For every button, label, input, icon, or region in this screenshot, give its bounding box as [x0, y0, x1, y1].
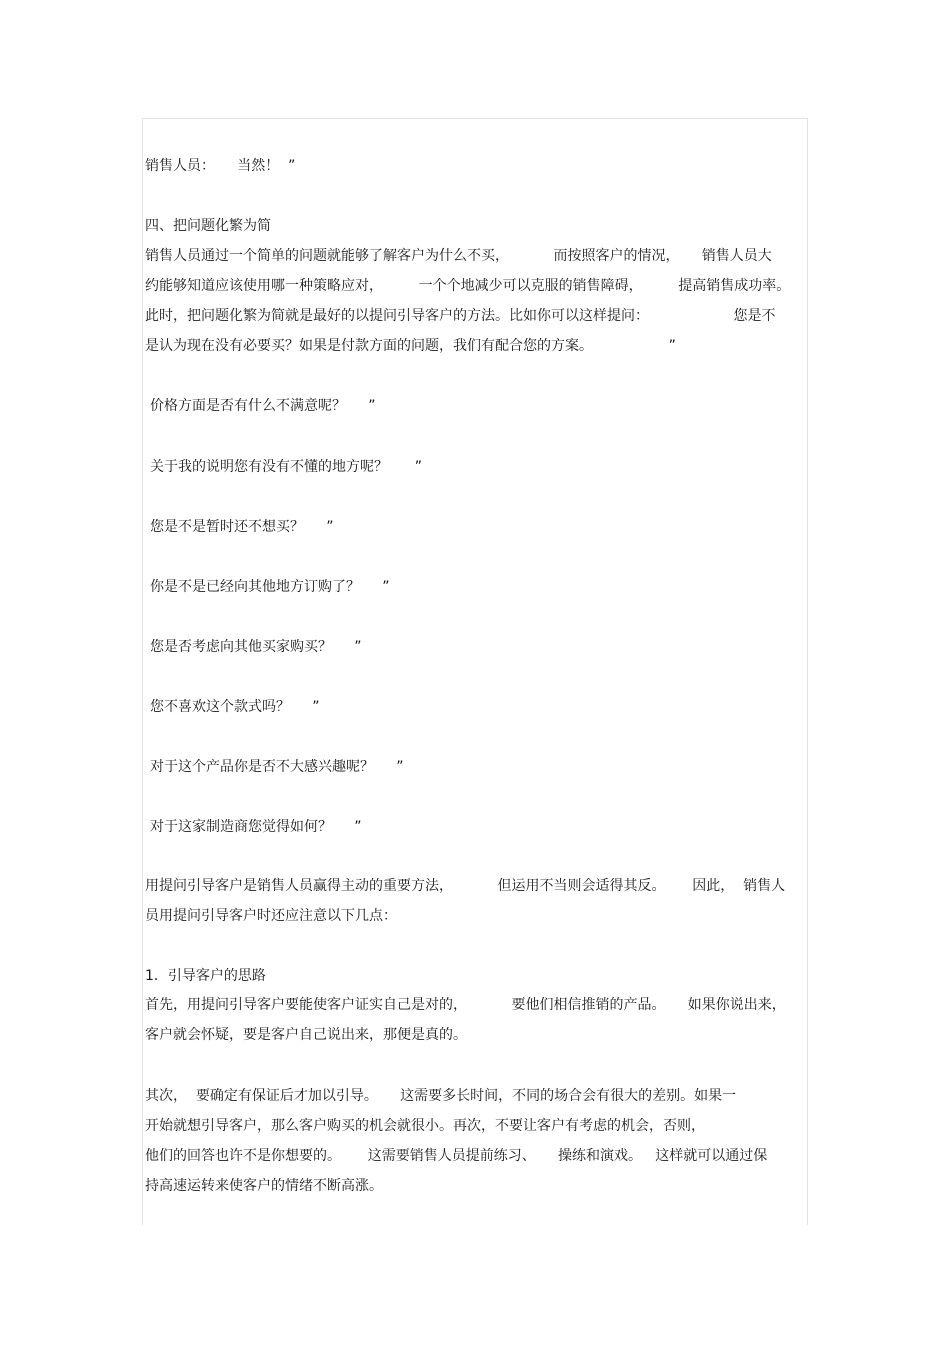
paragraph-line: 约能够知道应该使用哪一种策略应对， 一个个地减少可以克服的销售障碍， 提高销售成功率。 [145, 278, 791, 294]
dialogue-line: 销售人员： 当然！ ” [145, 158, 296, 174]
question-line: 您是不是暂时还不想买？ ” [150, 519, 334, 535]
question-line: 您是否考虑向其他买家购买？ ” [150, 639, 362, 655]
section-heading: 四、把问题化繁为简 [145, 218, 271, 234]
paragraph-line: 销售人员通过一个简单的问题就能够了解客户为什么不买， 而按照客户的情况， 销售人员大 [145, 248, 772, 264]
question-line: 关于我的说明您有没有不懂的地方呢？ ” [150, 459, 422, 475]
question-line: 价格方面是否有什么不满意呢？ ” [150, 398, 376, 414]
paragraph-line: 此时，把问题化繁为简就是最好的以提问引导客户的方法。比如你可以这样提问： 您是不 [145, 308, 776, 324]
paragraph-line: 持高速运转来使客户的情绪不断高涨。 [145, 1178, 383, 1194]
paragraph-line: 他们的回答也许不是你想要的。 这需要销售人员提前练习、 操练和演戏。 这样就可以通过保 [145, 1148, 768, 1164]
paragraph-line: 其次， 要确定有保证后才加以引导。 这需要多长时间，不同的场合会有很大的差别。如果一 [145, 1088, 737, 1104]
paragraph-line: 客户就会怀疑，要是客户自己说出来，那便是真的。 [145, 1027, 467, 1043]
paragraph-line: 员用提问引导客户时还应注意以下几点： [145, 908, 397, 924]
question-line: 你是不是已经向其他地方订购了？ ” [150, 579, 390, 595]
question-line: 您不喜欢这个款式吗？ ” [150, 699, 320, 715]
point-heading: 1．引导客户的思路 [145, 968, 266, 984]
question-line: 对于这家制造商您觉得如何？ ” [150, 819, 362, 835]
paragraph-line: 首先，用提问引导客户要能使客户证实自己是对的， 要他们相信推销的产品。 如果你说出来， [145, 997, 786, 1013]
paragraph-line: 是认为现在没有必要买？如果是付款方面的问题，我们有配合您的方案。 ” [145, 338, 676, 354]
question-line: 对于这个产品你是否不大感兴趣呢？ ” [150, 759, 404, 775]
paragraph-line: 用提问引导客户是销售人员赢得主动的重要方法， 但运用不当则会适得其反。 因此， 销售人 [145, 878, 786, 894]
paragraph-line: 开始就想引导客户，那么客户购买的机会就很小。再次，不要让客户有考虑的机会，否则， [145, 1118, 705, 1134]
